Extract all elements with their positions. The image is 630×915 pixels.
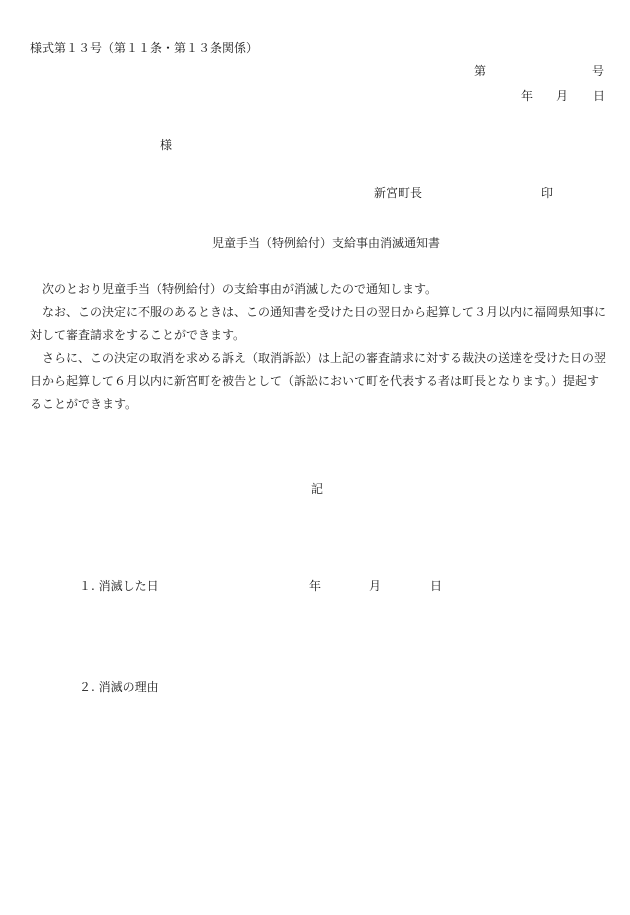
body-paragraph-2: なお、この決定に不服のあるときは、この通知書を受けた日の翌日から起算して３月以内に福岡県知事に対して審査請求をすることができます。 — [30, 305, 607, 342]
date-day: 日 — [593, 89, 606, 103]
item-2-label: ２. 消滅の理由 — [79, 680, 159, 694]
issuer-title: 新宮町長 — [374, 186, 423, 200]
document-title: 児童手当（特例給付）支給事由消滅通知書 — [212, 236, 441, 250]
item-1-year: 年 — [309, 579, 322, 593]
item-1-month: 月 — [369, 579, 382, 593]
addressee-suffix: 様 — [160, 138, 173, 152]
item-1-day: 日 — [430, 579, 443, 593]
date-year: 年 — [521, 89, 534, 103]
body-paragraph-3: さらに、この決定の取消を求める訴え（取消訴訟）は上記の審査請求に対する裁決の送達を受けた日の翌日から起算して６月以内に新宮町を被告として（訴訟において町を代表する者は町長となります。）提起することができます。 — [30, 351, 607, 411]
doc-number-prefix: 第 — [474, 64, 487, 78]
ki-heading: 記 — [311, 482, 324, 496]
notice-body — [30, 278, 608, 416]
item-1-label: １. 消滅した日 — [79, 579, 159, 593]
doc-number-suffix: 号 — [592, 64, 605, 78]
body-paragraph-1: 次のとおり児童手当（特例給付）の支給事由が消滅したので通知します。 — [42, 282, 438, 296]
date-month: 月 — [556, 89, 569, 103]
issuer-seal: 印 — [541, 186, 554, 200]
form-number-label: 様式第１３号（第１１条・第１３条関係） — [30, 41, 259, 55]
